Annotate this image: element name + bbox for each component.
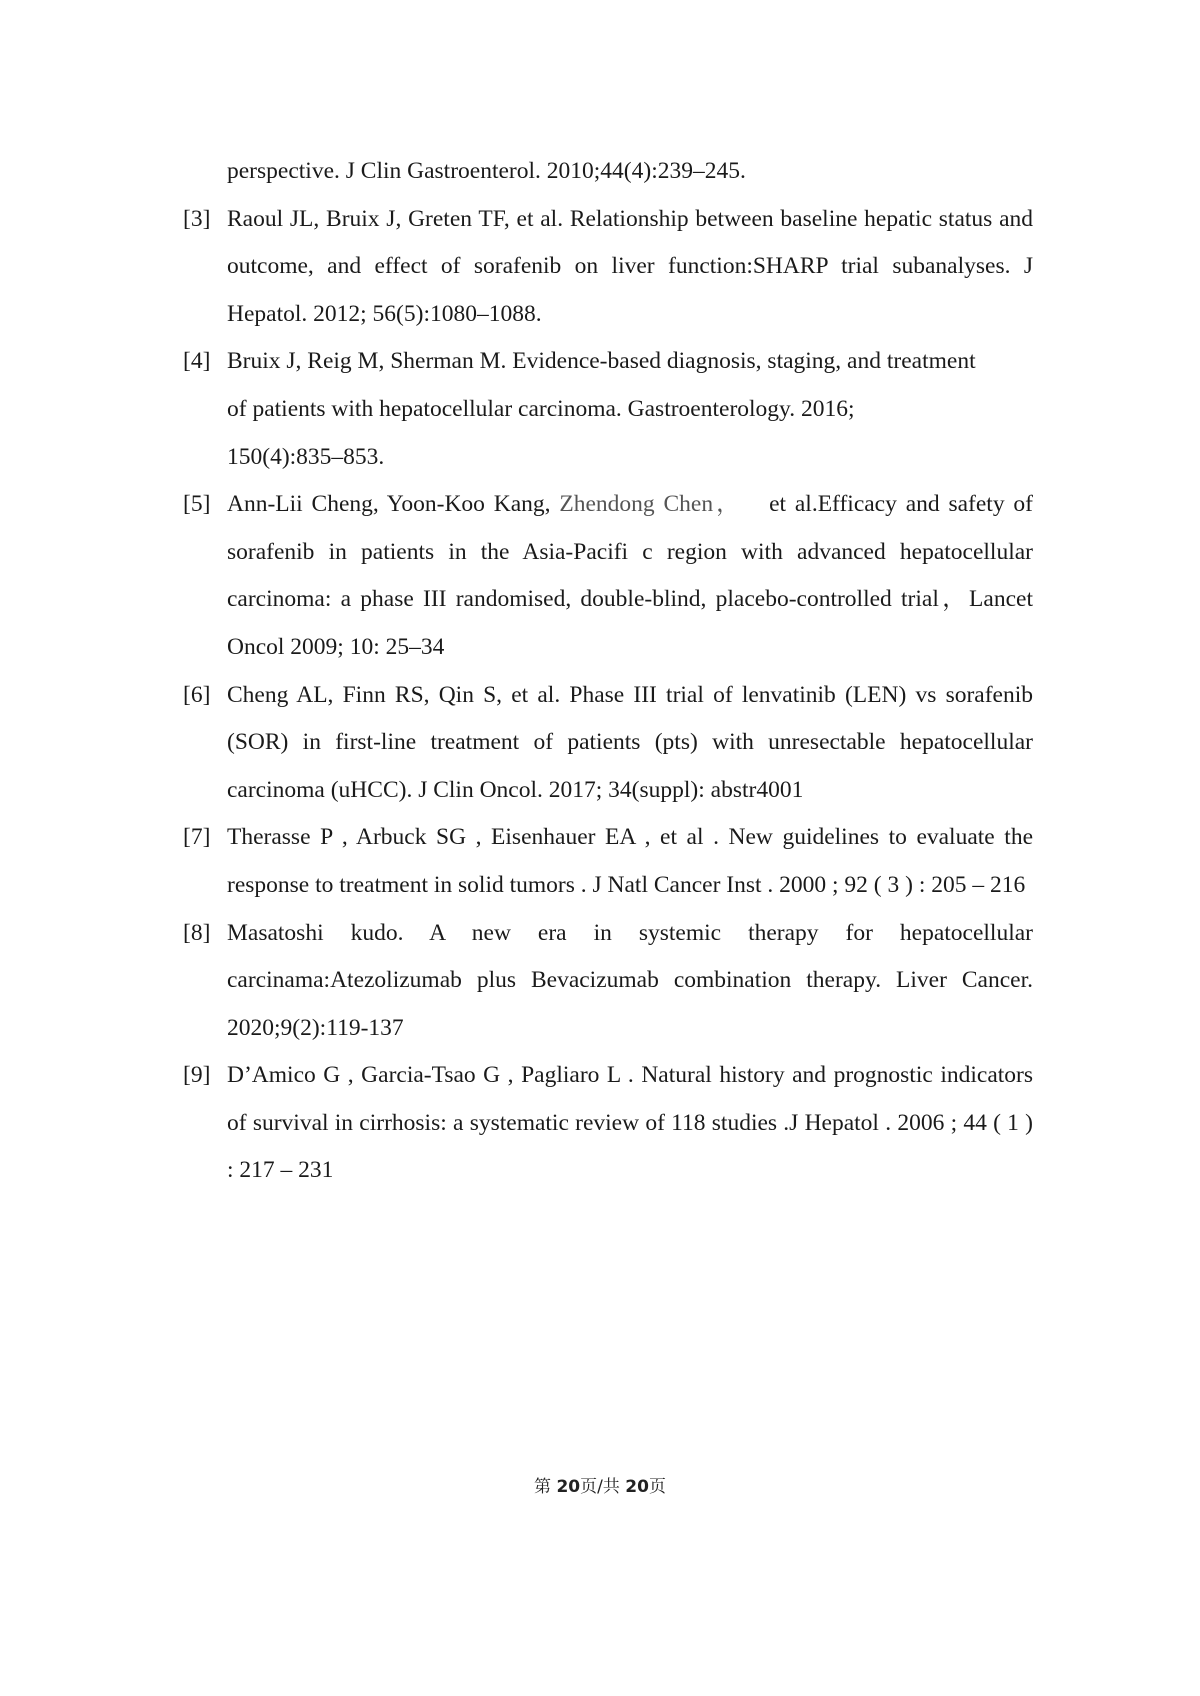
reference-line: carcinama:Atezolizumab plus Bevacizumab combination therapy. Liver Cancer. [227, 967, 1033, 994]
reference-line: Cheng AL, Finn RS, Qin S, et al. Phase III trial of lenvatinib (LEN) vs sorafenib [227, 681, 1033, 708]
reference-author-highlight: Zhendong Chen， [559, 491, 743, 518]
reference-line: Oncol 2009; 10: 25–34 [227, 633, 445, 660]
reference-number: [5] [183, 491, 211, 518]
reference-continuation-text: perspective. J Clin Gastroenterol. 2010;44(4):239–245. [227, 158, 746, 184]
reference-line: 150(4):835–853. [227, 443, 385, 470]
page-footer [0, 1472, 1200, 1497]
reference-line: Raoul JL, Bruix J, Greten TF, et al. Relationship between baseline hepatic status [227, 205, 993, 232]
reference-line: et al.Efficacy and safety of [742, 491, 1033, 518]
reference-number: [6] [183, 681, 211, 708]
reference-line: (SOR) in first-line treatment of patients (pts) with unresectable hepatocellular [227, 729, 1033, 756]
reference-line: indicators of survival in cirrhosis: a systematic review of 118 studies .J Hepatol . [227, 1062, 1033, 1136]
reference-line: carcinoma (uHCC). J Clin Oncol. 2017; 34(suppl): abstr4001 [227, 776, 804, 803]
reference-line: Masatoshi kudo. A new era in systemic therapy for hepatocellular [227, 919, 1033, 946]
reference-6 [183, 672, 1033, 815]
reference-4 [183, 338, 1033, 481]
reference-line: of patients with hepatocellular carcinoma. Gastroenterology. 2016; [227, 395, 855, 422]
reference-8 [183, 910, 1033, 1053]
reference-number: [9] [183, 1062, 211, 1089]
reference-line: 2006 ; 44 ( 1 ) : 217 – 231 [227, 1109, 1033, 1184]
reference-line: Hepatol. 2012; 56(5):1080–1088. [227, 300, 542, 327]
footer-middle: 页/共 [580, 1477, 626, 1497]
reference-line: Therasse P , Arbuck SG , Eisenhauer EA , et al . New guidelines to evaluate the [227, 824, 1033, 851]
reference-line: Bruix J, Reig M, Sherman M. Evidence-based diagnosis, staging, and treatment [227, 348, 976, 375]
reference-line: 216 [989, 871, 1026, 898]
reference-line: carcinoma: a phase III randomised, double-blind, placebo-controlled trial，Lancet [227, 586, 1033, 613]
reference-line: and outcome, and effect of sorafenib on liver function:SHARP trial subanalyses. J [227, 205, 1034, 280]
footer-suffix: 页 [648, 1477, 666, 1497]
reference-number: [7] [183, 824, 211, 851]
reference-number: [8] [183, 919, 211, 946]
reference-number: [4] [183, 348, 211, 375]
reference-continuation [183, 148, 1033, 196]
reference-3 [183, 196, 1033, 339]
footer-total-pages: 20 [625, 1477, 649, 1497]
footer-current-page: 20 [556, 1477, 581, 1497]
reference-line: response to treatment in solid tumors . J Natl Cancer Inst . 2000 ; 92 ( 3 ) : 205 – [227, 871, 985, 898]
reference-7 [183, 814, 1033, 909]
reference-line: sorafenib in patients in the Asia-Pacifi c region with advanced hepatocellular [227, 538, 1033, 565]
reference-number: [3] [183, 205, 211, 232]
reference-line: 2020;9(2):119-137 [227, 1014, 404, 1041]
reference-authors: Ann-Lii Cheng, Yoon-Koo Kang, [227, 491, 560, 518]
reference-list [183, 148, 1033, 1195]
reference-5 [183, 481, 1033, 671]
reference-line: D’Amico G , Garcia-Tsao G , Pagliaro L . Natural history and prognostic [227, 1062, 933, 1089]
reference-9 [183, 1052, 1033, 1195]
footer-prefix: 第 [534, 1477, 557, 1497]
